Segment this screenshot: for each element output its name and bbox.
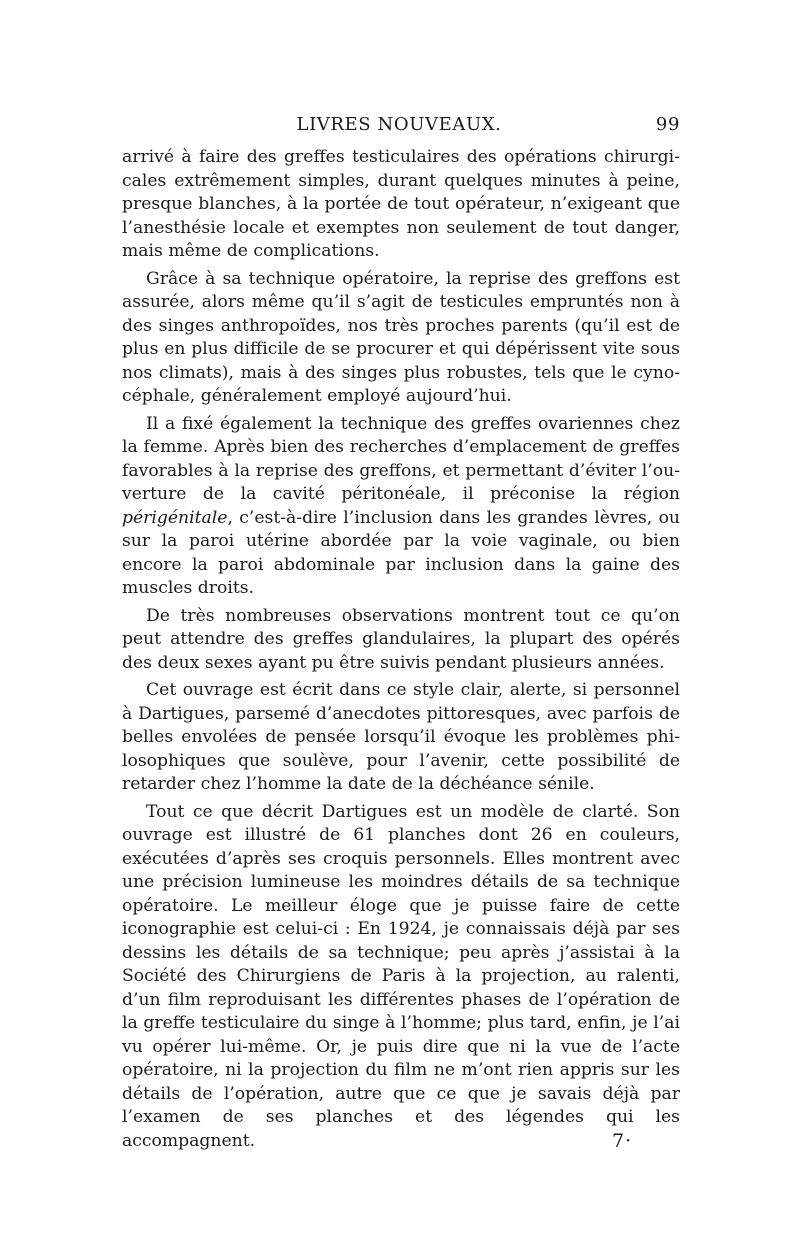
printer-signature-mark: 7· <box>612 1130 633 1152</box>
emphasized-term: périgénitale <box>122 507 228 528</box>
body-text <box>122 146 680 1157</box>
paragraph-2: Grâce à sa technique opératoire, la reprise des greffons est assurée, alors même qu’il s’agit de testicules empruntés non à des singes anthropoïdes, nos très proches parents (qu’il est de plus en plus difficile de se procurer et qui dépérissent vite sous nos climats), mais à des singes plus robustes, tels que le cynocéphale, généralement employé aujourd’hui. <box>122 268 680 406</box>
paragraph-6: Tout ce que décrit Dartigues est un modèle de clarté. Son ouvrage est illustré de 61 planches dont 26 en couleurs, exécutées d’après ses croquis personnels. Elles montrent avec une précision lumineuse les moindres détails de sa technique opératoire. Le meilleur éloge que je puisse faire de cette iconographie est celui-ci : En 1924, je connaissais déjà par ses dessins les détails de sa technique; peu après j’assistai à la Société des Chirurgiens de Paris à la projection, au ralenti, d’un film reproduisant les différentes phases de l’opération de la greffe testiculaire du singe à l’homme; plus tard, enfin, je l’ai vu opérer lui-même. Or, je puis dire que ni la vue de l’acte opératoire, ni la projection du film ne m’ont rien appris sur les détails de l’opération, autre que ce que je savais déjà par l’examen de ses planches et des légendes qui les accompagnent. <box>122 801 680 1151</box>
paragraph-3-text-after: , c’est-à-dire l’inclusion dans les grandes lèvres, ou sur la paroi utérine abordée par la voie vaginale, ou bien encore la paroi abdominale par inclusion dans la gaine des muscles droits. <box>122 507 680 598</box>
paragraph-3 <box>122 413 680 601</box>
running-title: LIVRES NOUVEAUX. <box>296 114 502 135</box>
page-number: 99 <box>655 114 680 135</box>
paragraph-4: De très nombreuses observations montrent tout ce qu’on peut attendre des greffes glandulaires, la plupart des opérés des deux sexes ayant pu être suivis pendant plusieurs années. <box>122 605 680 673</box>
paragraph-1: arrivé à faire des greffes testiculaires des opérations chirurgicales extrêmement simples, durant quelques minutes à peine, presque blanches, à la portée de tout opérateur, n’exigeant que l’anesthésie locale et exemptes non seulement de tout danger, mais même de complications. <box>122 147 680 261</box>
running-header <box>118 114 680 142</box>
paragraph-5: Cet ouvrage est écrit dans ce style clair, alerte, si personnel à Dartigues, parsemé d’anecdotes pittoresques, avec parfois de belles envolées de pensée lorsqu’il évoque les problèmes philosophiques que soulève, pour l’avenir, cette possibilité de retarder chez l’homme la date de la déchéance sénile. <box>122 680 680 794</box>
paragraph-3-text-before: Il a fixé également la technique des greffes ovariennes chez la femme. Après bien des recherches d’emplacement de greffes favorables à la reprise des greffons, et permettant d’éviter l’ouverture de la cavité péritonéale, il préconise la région <box>122 413 680 504</box>
